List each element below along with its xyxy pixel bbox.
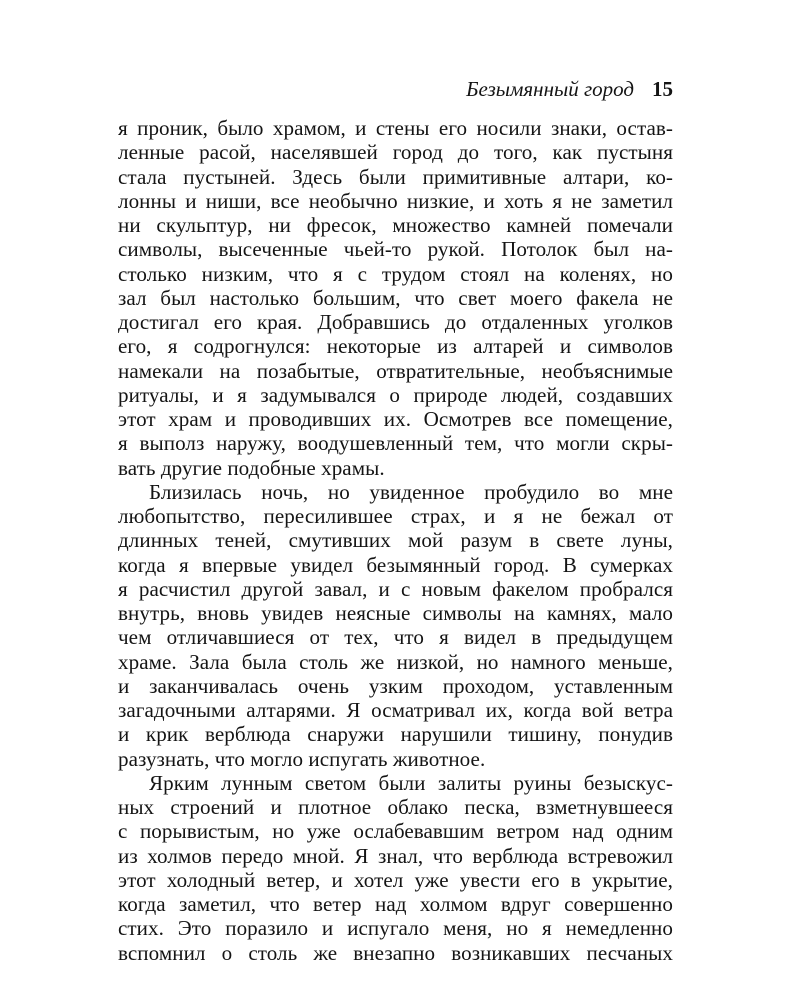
text-line: и заканчивалась очень узким проходом, уставленным <box>118 673 673 698</box>
text-line: намекали на позабытые, отвратительные, необъяснимые <box>118 358 673 383</box>
text-line: когда я впервые увидел безымянный город. В сумерках <box>118 552 673 577</box>
text-line: храме. Зала была столь же низкой, но намного меньше, <box>118 649 673 674</box>
text-line: я выполз наружу, воодушевленный тем, что могли скры- <box>118 431 673 456</box>
paragraph-end-line: разузнать, что могло испугать животное. <box>118 746 486 771</box>
text-line: любопытство, пересилившее страх, и я не бежал от <box>118 504 673 528</box>
text-line: внутрь, вновь увидев неясные символы на камнях, мало <box>118 601 673 625</box>
running-head <box>420 72 673 106</box>
text-line: вспомнил о столь же внезапно возникавших песчаных <box>118 940 673 965</box>
text-line: загадочными алтарями. Я осматривал их, когда вой ветра <box>118 698 673 722</box>
text-line: я расчистил другой завал, и с новым факелом пробрался <box>118 576 673 601</box>
paragraph-first-line: Ярким лунным светом были залиты руины безыскус- <box>149 770 673 795</box>
text-line: символы, высеченные чьей-то рукой. Потолок был на- <box>118 237 673 262</box>
text-line: столько низким, что я с трудом стоял на коленях, но <box>118 261 673 286</box>
text-line: чем отличавшиеся от тех, что я видел в предыдущем <box>118 625 673 650</box>
running-title: Безымянный город <box>466 77 634 101</box>
text-line: стих. Это поразило и испугало меня, но я немедленно <box>118 916 673 941</box>
paragraph-end-line: вать другие подобные храмы. <box>118 455 385 480</box>
text-line: ных строений и плотное облако песка, взметнувшееся <box>118 795 673 819</box>
text-line: ритуалы, и я задумывался о природе людей, создавших <box>118 382 673 407</box>
text-line: зал был настолько большим, что свет моего факела не <box>118 285 673 310</box>
text-line: этот храм и проводивших их. Осмотрев все помещение, <box>118 407 673 431</box>
text-line: стала пустыней. Здесь были примитивные алтари, ко- <box>118 164 673 189</box>
text-line: этот холодный ветер, и хотел уже увести его в укрытие, <box>118 867 673 892</box>
text-line: ленные расой, населявшей город до того, как пустыня <box>118 140 673 165</box>
text-line: когда заметил, что ветер над холмом вдруг совершенно <box>118 892 673 916</box>
text-line: ни скульптур, ни фресок, множество камней помечали <box>118 213 673 237</box>
text-line: с порывистым, но уже ослабевавшим ветром над одним <box>118 819 673 844</box>
text-line: и крик верблюда снаружи нарушили тишину, понудив <box>118 722 673 747</box>
text-line: из холмов передо мной. Я знал, что верблюда встревожил <box>118 843 673 868</box>
body-text <box>118 116 673 965</box>
text-line: его, я содрогнулся: некоторые из алтарей и символов <box>118 334 673 359</box>
paragraph-first-line: Близилась ночь, но увиденное пробудило во мне <box>149 479 673 504</box>
text-line: я проник, было храмом, и стены его носили знаки, остав- <box>118 116 673 140</box>
text-line: достигал его края. Добравшись до отдаленных уголков <box>118 310 673 334</box>
text-line: лонны и ниши, все необычно низкие, и хоть я не заметил <box>118 188 673 213</box>
text-line: длинных теней, смутивших мой разум в свете луны, <box>118 528 673 553</box>
page-number: 15 <box>652 77 673 101</box>
